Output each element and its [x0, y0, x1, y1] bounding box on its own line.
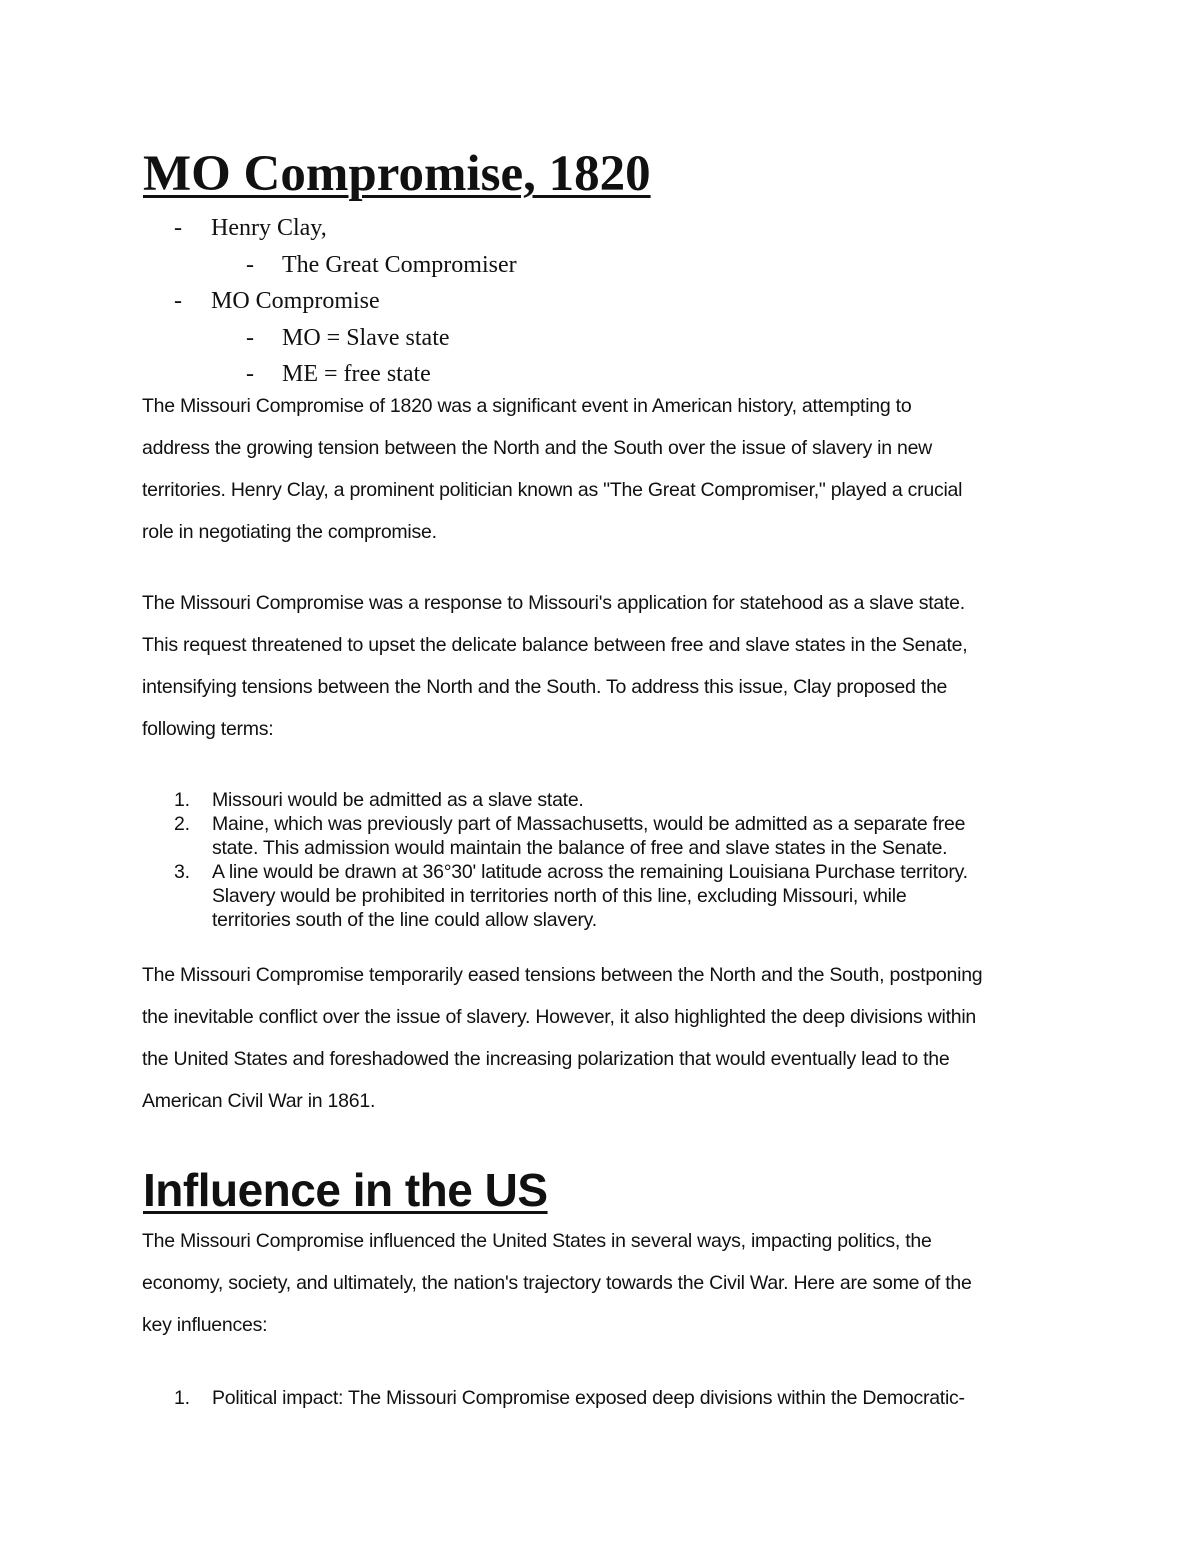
bullet-marker: -	[174, 288, 182, 314]
list-line: Maine, which was previously part of Massachusetts, would be admitted as a separate free	[212, 813, 966, 835]
paragraph-response	[142, 582, 1062, 750]
paragraph-line: The Missouri Compromise influenced the United States in several ways, impacting politics, the	[142, 1230, 932, 1252]
paragraph-line: economy, society, and ultimately, the nation's trajectory towards the Civil War. Here are some of the	[142, 1272, 972, 1294]
paragraph-line: This request threatened to upset the delicate balance between free and slave states in the Senate,	[142, 634, 968, 656]
list-number: 2.	[174, 813, 190, 835]
list-line: Missouri would be admitted as a slave state.	[212, 789, 584, 811]
list-line: territories south of the line could allow slavery.	[212, 909, 597, 931]
list-line: A line would be drawn at 36°30' latitude across the remaining Louisiana Purchase territory.	[212, 861, 968, 883]
paragraph-line: The Missouri Compromise was a response to Missouri's application for statehood as a slave state.	[142, 592, 965, 614]
bullet-item	[0, 210, 1200, 247]
section-heading-influence: Influence in the US	[143, 1164, 548, 1216]
bullet-text: ME = free state	[282, 361, 431, 387]
list-line: Political impact: The Missouri Compromise exposed deep divisions within the Democratic-	[212, 1387, 965, 1409]
list-item	[0, 812, 1200, 860]
paragraph-line: intensifying tensions between the North and the South. To address this issue, Clay proposed the	[142, 676, 948, 698]
bullet-marker: -	[246, 251, 254, 278]
paragraph-line: following terms:	[142, 718, 274, 740]
bullet-list	[0, 210, 1200, 393]
paragraph-conclusion	[142, 954, 1062, 1122]
terms-list	[0, 788, 1200, 932]
page-title: MO Compromise, 1820	[143, 146, 651, 202]
bullet-text: The Great Compromiser	[282, 251, 517, 278]
bullet-text: MO = Slave state	[282, 324, 450, 351]
paragraph-line: territories. Henry Clay, a prominent politician known as "The Great Compromiser," played a crucial	[142, 479, 963, 501]
list-number: 1.	[174, 1387, 190, 1409]
paragraph-line: American Civil War in 1861.	[142, 1090, 376, 1112]
paragraph-line: the inevitable conflict over the issue of slavery. However, it also highlighted the deep divisions within	[142, 1006, 977, 1028]
paragraph-line: role in negotiating the compromise.	[142, 521, 437, 543]
bullet-item	[0, 283, 1200, 320]
list-item	[0, 860, 1200, 932]
list-item	[0, 788, 1200, 812]
bullet-item	[0, 247, 1200, 284]
paragraph-line: key influences:	[142, 1314, 268, 1336]
bullet-text: Henry Clay,	[211, 215, 327, 241]
list-line: state. This admission would maintain the balance of free and slave states in the Senate.	[212, 837, 948, 859]
bullet-marker: -	[246, 324, 254, 351]
bullet-marker: -	[246, 361, 254, 387]
paragraph-line: The Missouri Compromise of 1820 was a significant event in American history, attempting to	[142, 395, 912, 417]
paragraph-intro	[142, 385, 1062, 553]
bullet-item	[0, 320, 1200, 357]
list-item	[0, 1386, 1200, 1410]
paragraph-line: the United States and foreshadowed the increasing polarization that would eventually lead to the	[142, 1048, 950, 1070]
paragraph-influence	[142, 1220, 1062, 1346]
bullet-text: MO Compromise	[211, 288, 380, 314]
bullet-marker: -	[174, 215, 182, 241]
list-number: 1.	[174, 789, 190, 811]
list-number: 3.	[174, 861, 190, 883]
list-line: Slavery would be prohibited in territories north of this line, excluding Missouri, while	[212, 885, 907, 907]
paragraph-line: The Missouri Compromise temporarily eased tensions between the North and the South, postponing	[142, 964, 983, 986]
paragraph-line: address the growing tension between the North and the South over the issue of slavery in new	[142, 437, 932, 459]
influences-list	[0, 1386, 1200, 1410]
